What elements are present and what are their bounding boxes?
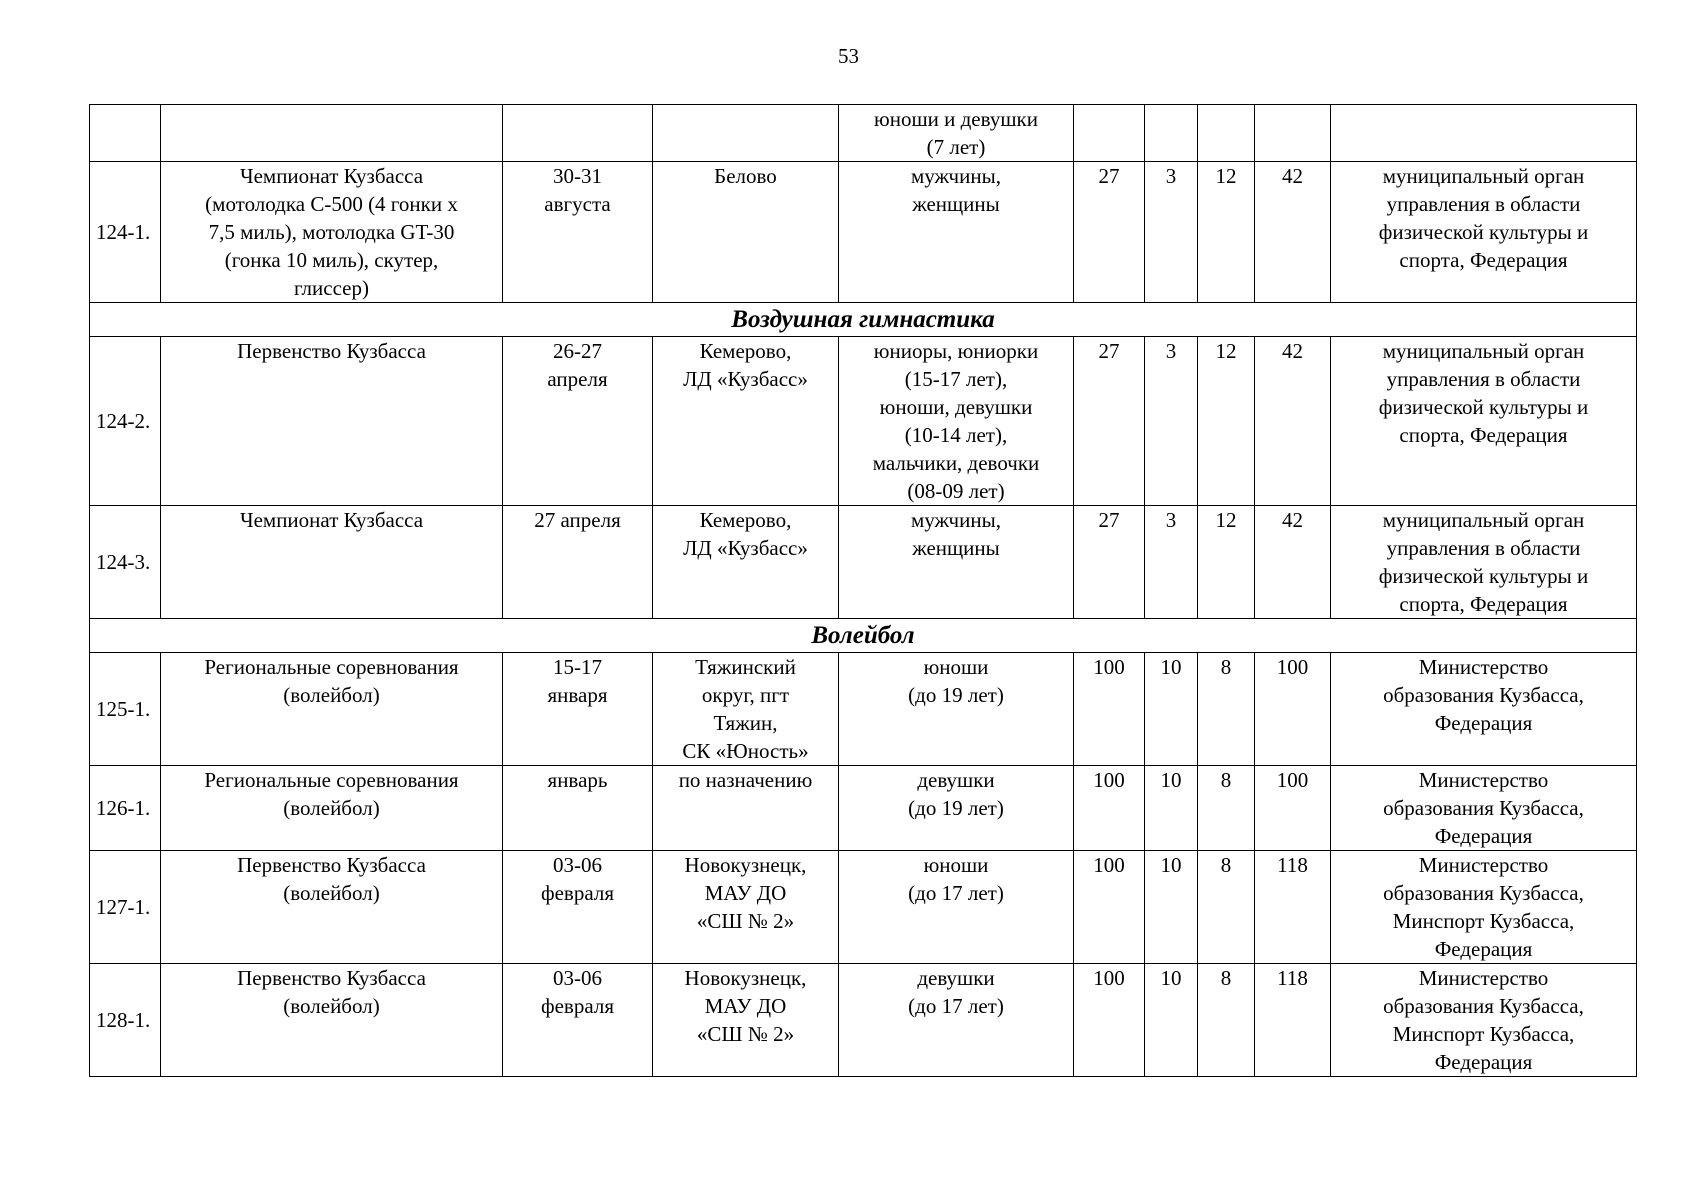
event-organizer-line: Федерация bbox=[1434, 1050, 1533, 1074]
event-organizer-line: Федерация bbox=[1434, 711, 1533, 735]
event-name bbox=[161, 337, 503, 506]
event-name bbox=[161, 851, 503, 964]
event-organizer bbox=[1331, 766, 1637, 851]
event-name-line: Первенство Кузбасса bbox=[237, 966, 426, 990]
event-participants-line: юниоры, юниорки bbox=[873, 339, 1039, 363]
event-organizer-line: Министерство bbox=[1418, 768, 1549, 792]
event-place-line: Тяжинский bbox=[695, 655, 796, 679]
event-place bbox=[653, 162, 839, 303]
event-name bbox=[161, 162, 503, 303]
event-dates bbox=[503, 766, 653, 851]
count-col-4: 118 bbox=[1255, 964, 1331, 1077]
event-organizer-line: физической культуры и bbox=[1378, 220, 1589, 244]
count-col-3 bbox=[1198, 105, 1255, 162]
event-dates bbox=[503, 506, 653, 619]
event-name bbox=[161, 964, 503, 1077]
event-number: 126-1. bbox=[90, 766, 161, 851]
count-col-1: 100 bbox=[1074, 851, 1145, 964]
event-participants-line: (15-17 лет), bbox=[904, 367, 1008, 391]
count-col-1 bbox=[1074, 105, 1145, 162]
event-participants-line: мужчины, bbox=[911, 508, 1001, 532]
event-number: 124-2. bbox=[90, 337, 161, 506]
count-col-4: 42 bbox=[1255, 162, 1331, 303]
count-col-3: 8 bbox=[1198, 851, 1255, 964]
event-dates-line: апреля bbox=[547, 367, 608, 391]
event-dates bbox=[503, 653, 653, 766]
event-number: 125-1. bbox=[90, 653, 161, 766]
count-col-4: 42 bbox=[1255, 337, 1331, 506]
event-name bbox=[161, 506, 503, 619]
event-name-line: Региональные соревнования bbox=[204, 768, 459, 792]
count-col-4: 42 bbox=[1255, 506, 1331, 619]
count-col-2: 3 bbox=[1145, 337, 1198, 506]
event-name-line: Первенство Кузбасса bbox=[237, 853, 426, 877]
count-col-2: 3 bbox=[1145, 162, 1198, 303]
event-place bbox=[653, 964, 839, 1077]
event-organizer bbox=[1331, 851, 1637, 964]
event-participants-line: (7 лет) bbox=[926, 135, 986, 159]
event-participants-line: (08-09 лет) bbox=[907, 479, 1005, 503]
event-dates bbox=[503, 964, 653, 1077]
event-place-line: Кемерово, bbox=[699, 339, 792, 363]
event-participants-line: (до 17 лет) bbox=[908, 994, 1004, 1018]
event-dates-line: 03-06 bbox=[553, 966, 602, 990]
count-col-1: 27 bbox=[1074, 162, 1145, 303]
event-place-line: МАУ ДО bbox=[704, 994, 787, 1018]
event-dates-line: январь bbox=[547, 768, 608, 792]
event-name-line: (гонка 10 миль), скутер, bbox=[224, 248, 439, 272]
event-organizer-line: управления в области bbox=[1386, 367, 1581, 391]
event-place-line: по назначению bbox=[678, 768, 813, 792]
event-organizer bbox=[1331, 337, 1637, 506]
events-table bbox=[89, 104, 1637, 1077]
event-organizer-line: Минспорт Кузбасса, bbox=[1392, 909, 1575, 933]
event-organizer-line: управления в области bbox=[1386, 536, 1581, 560]
event-organizer bbox=[1331, 162, 1637, 303]
count-col-4: 100 bbox=[1255, 653, 1331, 766]
event-dates bbox=[503, 337, 653, 506]
event-participants-line: девушки bbox=[917, 966, 995, 990]
table-row bbox=[90, 162, 1637, 303]
count-col-3: 8 bbox=[1198, 766, 1255, 851]
event-participants-line: (до 19 лет) bbox=[908, 796, 1004, 820]
event-organizer bbox=[1331, 964, 1637, 1077]
event-organizer-line: управления в области bbox=[1386, 192, 1581, 216]
event-participants bbox=[839, 337, 1074, 506]
event-dates-line: января bbox=[547, 683, 608, 707]
count-col-2: 10 bbox=[1145, 851, 1198, 964]
event-organizer-line: муниципальный орган bbox=[1382, 339, 1585, 363]
event-dates-line: февраля bbox=[541, 994, 614, 1018]
event-name-line: (волейбол) bbox=[283, 881, 380, 905]
section-header-row bbox=[90, 303, 1637, 337]
event-organizer-line: спорта, Федерация bbox=[1399, 592, 1568, 616]
event-participants-line: девушки bbox=[917, 768, 995, 792]
event-name bbox=[161, 653, 503, 766]
event-organizer-line: образования Кузбасса, bbox=[1383, 796, 1584, 820]
table-row bbox=[90, 766, 1637, 851]
event-organizer bbox=[1331, 653, 1637, 766]
event-number: 127-1. bbox=[90, 851, 161, 964]
event-organizer bbox=[1331, 105, 1637, 162]
table-row bbox=[90, 964, 1637, 1077]
event-organizer-line: Минспорт Кузбасса, bbox=[1392, 1022, 1575, 1046]
event-dates-line: 30-31 bbox=[553, 164, 602, 188]
event-name-line: Чемпионат Кузбасса bbox=[239, 508, 424, 532]
event-participants bbox=[839, 506, 1074, 619]
event-participants-line: мужчины, bbox=[911, 164, 1001, 188]
event-dates-line: 27 апреля bbox=[534, 508, 621, 532]
event-participants-line: (до 17 лет) bbox=[908, 881, 1004, 905]
section-title: Воздушная гимнастика bbox=[90, 303, 1637, 337]
event-participants-line: юноши bbox=[923, 655, 989, 679]
event-place-line: округ, пгт bbox=[701, 683, 790, 707]
event-participants bbox=[839, 851, 1074, 964]
count-col-1: 100 bbox=[1074, 766, 1145, 851]
event-dates-line: августа bbox=[544, 192, 611, 216]
event-organizer-line: муниципальный орган bbox=[1382, 164, 1585, 188]
event-place bbox=[653, 851, 839, 964]
count-col-2: 10 bbox=[1145, 653, 1198, 766]
count-col-3: 12 bbox=[1198, 506, 1255, 619]
event-place-line: Белово bbox=[714, 164, 777, 188]
table-row bbox=[90, 337, 1637, 506]
count-col-2 bbox=[1145, 105, 1198, 162]
event-place-line: «СШ № 2» bbox=[696, 1022, 795, 1046]
event-participants bbox=[839, 105, 1074, 162]
event-name-line: (волейбол) bbox=[283, 796, 380, 820]
event-place-line: СК «Юность» bbox=[682, 739, 809, 763]
page-number: 53 bbox=[838, 44, 859, 68]
event-name bbox=[161, 105, 503, 162]
event-dates bbox=[503, 162, 653, 303]
event-number: 128-1. bbox=[90, 964, 161, 1077]
count-col-4: 100 bbox=[1255, 766, 1331, 851]
count-col-1: 27 bbox=[1074, 506, 1145, 619]
event-participants-line: (до 19 лет) bbox=[908, 683, 1004, 707]
event-participants bbox=[839, 653, 1074, 766]
count-col-1: 100 bbox=[1074, 653, 1145, 766]
event-organizer-line: Федерация bbox=[1434, 937, 1533, 961]
event-participants-line: женщины bbox=[912, 536, 1000, 560]
event-dates bbox=[503, 851, 653, 964]
count-col-3: 12 bbox=[1198, 162, 1255, 303]
event-participants-line: юноши bbox=[923, 853, 989, 877]
count-col-2: 10 bbox=[1145, 964, 1198, 1077]
count-col-3: 8 bbox=[1198, 653, 1255, 766]
event-dates bbox=[503, 105, 653, 162]
event-name-line: (волейбол) bbox=[283, 683, 380, 707]
event-place-line: Новокузнецк, bbox=[684, 853, 807, 877]
event-participants bbox=[839, 964, 1074, 1077]
event-place-line: Новокузнецк, bbox=[684, 966, 807, 990]
event-place bbox=[653, 506, 839, 619]
event-participants-line: (10-14 лет), bbox=[904, 423, 1008, 447]
event-participants-line: женщины bbox=[912, 192, 1000, 216]
event-participants-line: юноши, девушки bbox=[879, 395, 1033, 419]
event-name-line: (волейбол) bbox=[283, 994, 380, 1018]
table-row bbox=[90, 105, 1637, 162]
event-number bbox=[90, 105, 161, 162]
count-col-2: 3 bbox=[1145, 506, 1198, 619]
event-participants bbox=[839, 766, 1074, 851]
event-dates-line: 26-27 bbox=[553, 339, 602, 363]
event-dates-line: февраля bbox=[541, 881, 614, 905]
event-dates-line: 15-17 bbox=[553, 655, 602, 679]
section-header-row bbox=[90, 619, 1637, 653]
event-place bbox=[653, 105, 839, 162]
event-organizer-line: физической культуры и bbox=[1378, 395, 1589, 419]
event-organizer-line: Министерство bbox=[1418, 966, 1549, 990]
event-place-line: Кемерово, bbox=[699, 508, 792, 532]
count-col-4 bbox=[1255, 105, 1331, 162]
event-name-line: Региональные соревнования bbox=[204, 655, 459, 679]
count-col-1: 27 bbox=[1074, 337, 1145, 506]
event-name-line: глиссер) bbox=[294, 276, 369, 300]
event-organizer-line: спорта, Федерация bbox=[1399, 248, 1568, 272]
event-name bbox=[161, 766, 503, 851]
event-participants bbox=[839, 162, 1074, 303]
event-place-line: «СШ № 2» bbox=[696, 909, 795, 933]
event-number: 124-3. bbox=[90, 506, 161, 619]
event-organizer-line: спорта, Федерация bbox=[1399, 423, 1568, 447]
table-row bbox=[90, 851, 1637, 964]
count-col-4: 118 bbox=[1255, 851, 1331, 964]
event-place-line: Тяжин, bbox=[713, 711, 778, 735]
count-col-1: 100 bbox=[1074, 964, 1145, 1077]
event-place bbox=[653, 766, 839, 851]
event-place bbox=[653, 337, 839, 506]
event-dates-line: 03-06 bbox=[553, 853, 602, 877]
event-name-line: Первенство Кузбасса bbox=[237, 339, 426, 363]
section-title: Волейбол bbox=[90, 619, 1637, 653]
event-organizer-line: образования Кузбасса, bbox=[1383, 994, 1584, 1018]
table-row bbox=[90, 653, 1637, 766]
event-name-line: Чемпионат Кузбасса bbox=[239, 164, 424, 188]
event-place-line: ЛД «Кузбасс» bbox=[683, 536, 808, 560]
event-place-line: ЛД «Кузбасс» bbox=[683, 367, 808, 391]
event-organizer-line: Министерство bbox=[1418, 853, 1549, 877]
event-organizer-line: образования Кузбасса, bbox=[1383, 881, 1584, 905]
events-table-body bbox=[90, 105, 1637, 1077]
table-row bbox=[90, 506, 1637, 619]
event-place-line: МАУ ДО bbox=[704, 881, 787, 905]
event-organizer-line: образования Кузбасса, bbox=[1383, 683, 1584, 707]
event-organizer-line: Министерство bbox=[1418, 655, 1549, 679]
count-col-3: 8 bbox=[1198, 964, 1255, 1077]
event-organizer bbox=[1331, 506, 1637, 619]
event-participants-line: мальчики, девочки bbox=[872, 451, 1040, 475]
event-organizer-line: физической культуры и bbox=[1378, 564, 1589, 588]
event-organizer-line: муниципальный орган bbox=[1382, 508, 1585, 532]
count-col-3: 12 bbox=[1198, 337, 1255, 506]
event-name-line: (мотолодка С-500 (4 гонки х bbox=[205, 192, 458, 216]
event-organizer-line: Федерация bbox=[1434, 824, 1533, 848]
count-col-2: 10 bbox=[1145, 766, 1198, 851]
event-place bbox=[653, 653, 839, 766]
event-number: 124-1. bbox=[90, 162, 161, 303]
event-name-line: 7,5 миль), мотолодка GT-30 bbox=[208, 220, 455, 244]
event-participants-line: юноши и девушки bbox=[874, 107, 1038, 131]
